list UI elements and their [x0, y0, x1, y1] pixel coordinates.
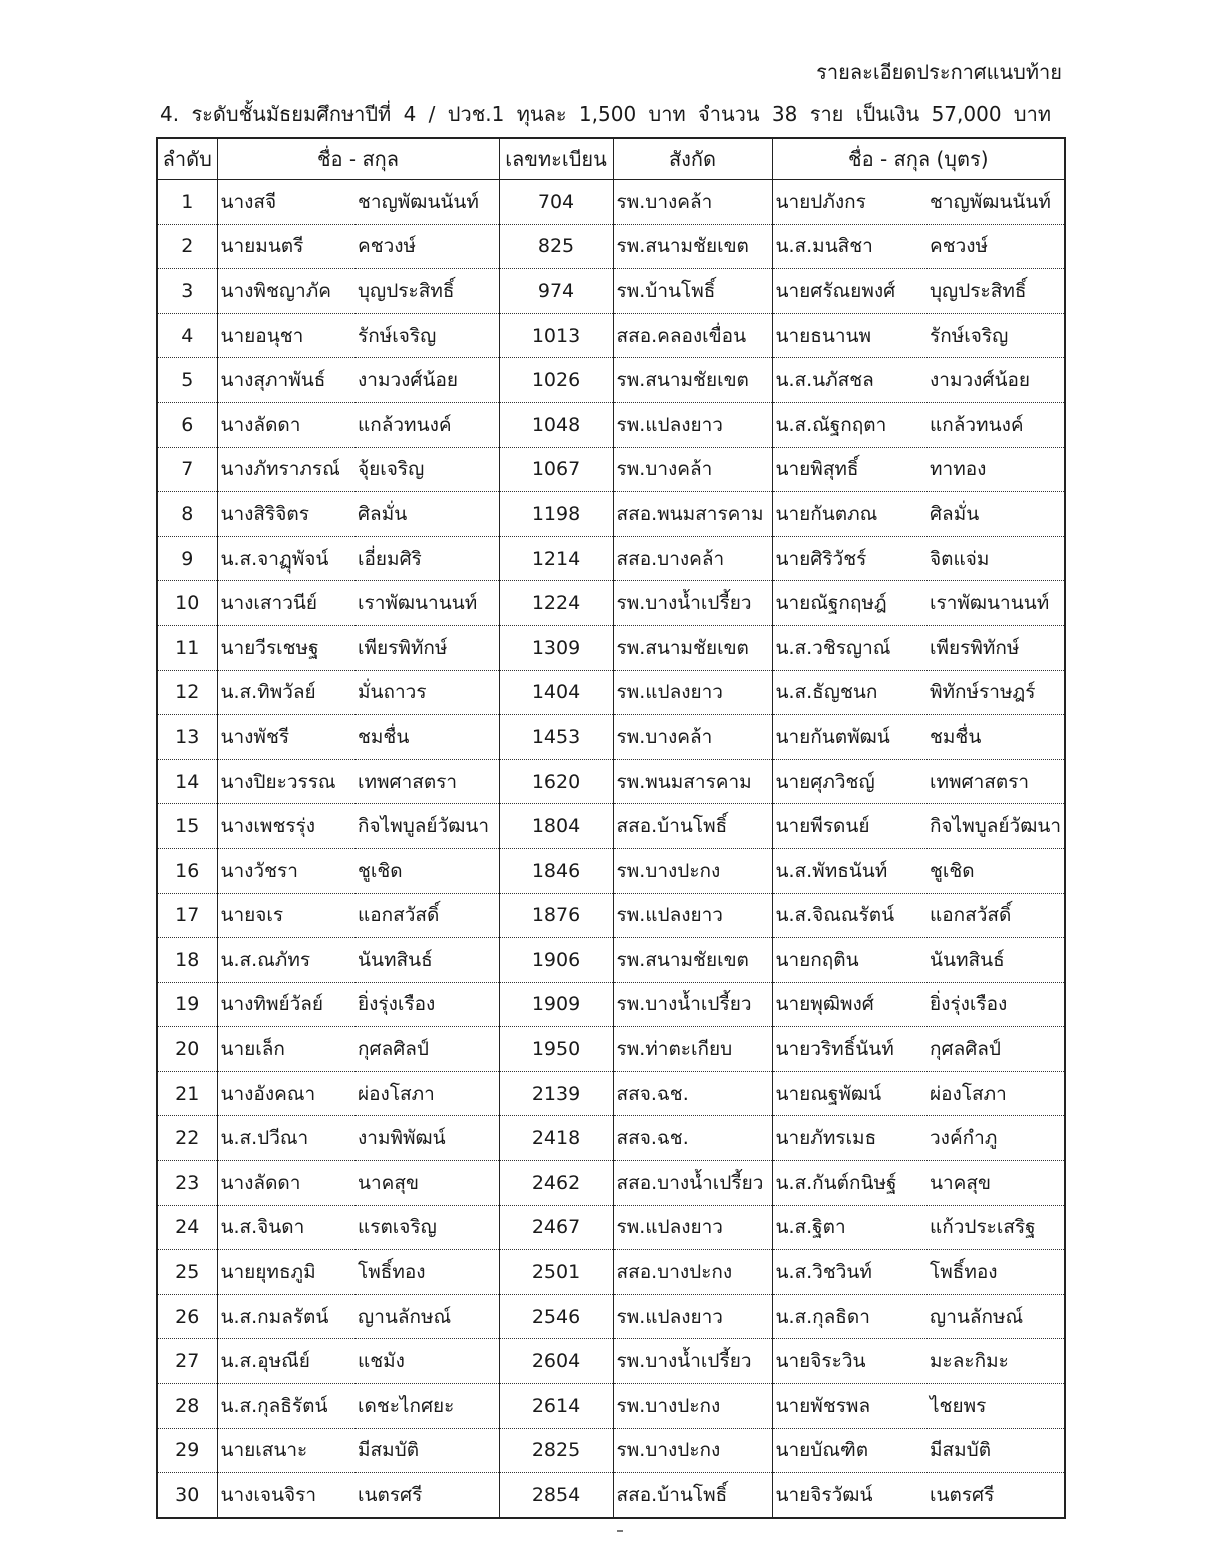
table-row	[157, 1428, 1065, 1473]
cell-child-first-name: นายพิสุทธิ์	[772, 447, 927, 492]
cell-last-name: ศิลมั่น	[355, 492, 499, 537]
cell-reg-no: 1906	[499, 938, 613, 983]
cell-child-first-name: น.ส.วิชวินท์	[772, 1250, 927, 1295]
cell-unit: รพ.บางน้ำเปรี้ยว	[613, 1339, 772, 1384]
cell-no: 6	[157, 402, 217, 447]
cell-child-first-name: นายกฤติน	[772, 938, 927, 983]
cell-child-first-name: นายณฐพัฒน์	[772, 1071, 927, 1116]
cell-unit: รพ.สนามชัยเขต	[613, 224, 772, 269]
table-row	[157, 1250, 1065, 1295]
cell-no: 12	[157, 670, 217, 715]
cell-child-first-name: นายศรัณยพงศ์	[772, 269, 927, 314]
cell-child-last-name: กุศลศิลป์	[927, 1027, 1065, 1072]
cell-no: 18	[157, 938, 217, 983]
cell-unit: รพ.แปลงยาว	[613, 670, 772, 715]
table-row	[157, 625, 1065, 670]
cell-no: 28	[157, 1384, 217, 1429]
cell-last-name: ชูเชิด	[355, 848, 499, 893]
table-row	[157, 1205, 1065, 1250]
cell-child-last-name: เราพัฒนานนท์	[927, 581, 1065, 626]
cell-last-name: ญานลักษณ์	[355, 1294, 499, 1339]
cell-reg-no: 1198	[499, 492, 613, 537]
scholarship-table	[156, 137, 1066, 1519]
cell-unit: รพ.บางปะกง	[613, 1384, 772, 1429]
cell-child-first-name: น.ส.ธัญชนก	[772, 670, 927, 715]
cell-reg-no: 1048	[499, 402, 613, 447]
cell-child-first-name: นายภัทรเมธ	[772, 1116, 927, 1161]
cell-no: 19	[157, 982, 217, 1027]
cell-child-first-name: นายศุภวิชญ์	[772, 759, 927, 804]
cell-child-last-name: มะละกิมะ	[927, 1339, 1065, 1384]
table-row	[157, 982, 1065, 1027]
cell-no: 24	[157, 1205, 217, 1250]
table-row	[157, 358, 1065, 403]
cell-no: 20	[157, 1027, 217, 1072]
cell-no: 22	[157, 1116, 217, 1161]
table-row	[157, 313, 1065, 358]
cell-first-name: น.ส.ทิพวัลย์	[217, 670, 355, 715]
cell-reg-no: 1013	[499, 313, 613, 358]
cell-child-last-name: วงค์กำภู	[927, 1116, 1065, 1161]
cell-reg-no: 2604	[499, 1339, 613, 1384]
table-row	[157, 447, 1065, 492]
cell-no: 9	[157, 536, 217, 581]
cell-unit: สสอ.คลองเขื่อน	[613, 313, 772, 358]
table-row	[157, 269, 1065, 314]
cell-child-first-name: นายจิระวิน	[772, 1339, 927, 1384]
cell-no: 27	[157, 1339, 217, 1384]
cell-last-name: เพียรพิทักษ์	[355, 625, 499, 670]
cell-first-name: นางวัชรา	[217, 848, 355, 893]
cell-child-last-name: ยิ่งรุ่งเรือง	[927, 982, 1065, 1027]
cell-child-last-name: บุญประสิทธิ์	[927, 269, 1065, 314]
cell-last-name: เดชะไกศยะ	[355, 1384, 499, 1429]
cell-reg-no: 2825	[499, 1428, 613, 1473]
cell-unit: รพ.บางน้ำเปรี้ยว	[613, 581, 772, 626]
cell-first-name: นางทิพย์วัลย์	[217, 982, 355, 1027]
cell-child-last-name: มีสมบัติ	[927, 1428, 1065, 1473]
table-row	[157, 804, 1065, 849]
header-no: ลำดับ	[157, 138, 217, 180]
cell-child-last-name: ชาญพัฒนนันท์	[927, 180, 1065, 225]
cell-last-name: แอกสวัสดิ์	[355, 893, 499, 938]
table-row	[157, 1384, 1065, 1429]
table-row	[157, 492, 1065, 537]
cell-reg-no: 1620	[499, 759, 613, 804]
cell-child-first-name: น.ส.จิณณรัตน์	[772, 893, 927, 938]
cell-first-name: นางสิริจิตร	[217, 492, 355, 537]
cell-child-first-name: น.ส.มนสิชา	[772, 224, 927, 269]
cell-first-name: น.ส.จินดา	[217, 1205, 355, 1250]
cell-last-name: นันทสินธ์	[355, 938, 499, 983]
cell-child-last-name: คชวงษ์	[927, 224, 1065, 269]
cell-child-first-name: นายธนานพ	[772, 313, 927, 358]
cell-child-first-name: นายณัฐกฤษฎ์	[772, 581, 927, 626]
table-row	[157, 402, 1065, 447]
cell-reg-no: 1404	[499, 670, 613, 715]
cell-last-name: กิจไพบูลย์วัฒนา	[355, 804, 499, 849]
cell-first-name: น.ส.กุลธิรัตน์	[217, 1384, 355, 1429]
cell-last-name: รักษ์เจริญ	[355, 313, 499, 358]
cell-child-last-name: งามวงศ์น้อย	[927, 358, 1065, 403]
cell-child-first-name: นายบัณฑิต	[772, 1428, 927, 1473]
cell-first-name: นายจเร	[217, 893, 355, 938]
table-row	[157, 1473, 1065, 1518]
cell-last-name: เอี่ยมศิริ	[355, 536, 499, 581]
cell-child-last-name: ชมชื่น	[927, 715, 1065, 760]
section-heading: 4. ระดับชั้นมัธยมศึกษาปีที่ 4 / ปวช.1 ทุนละ 1,500 บาท จำนวน 38 ราย เป็นเงิน 57,000 บาท	[160, 102, 1052, 126]
cell-reg-no: 1214	[499, 536, 613, 581]
cell-first-name: นางพัชรี	[217, 715, 355, 760]
cell-reg-no: 1026	[499, 358, 613, 403]
cell-child-last-name: นันทสินธ์	[927, 938, 1065, 983]
cell-child-last-name: รักษ์เจริญ	[927, 313, 1065, 358]
table-row	[157, 1116, 1065, 1161]
cell-child-first-name: น.ส.กันต์กนิษฐ์	[772, 1161, 927, 1206]
cell-no: 25	[157, 1250, 217, 1295]
cell-reg-no: 2854	[499, 1473, 613, 1518]
cell-child-last-name: ทาทอง	[927, 447, 1065, 492]
header-unit: สังกัด	[613, 138, 772, 180]
cell-child-last-name: ไชยพร	[927, 1384, 1065, 1429]
cell-no: 5	[157, 358, 217, 403]
cell-first-name: น.ส.ปวีณา	[217, 1116, 355, 1161]
cell-reg-no: 1846	[499, 848, 613, 893]
cell-reg-no: 2467	[499, 1205, 613, 1250]
cell-first-name: นางสจี	[217, 180, 355, 225]
cell-child-last-name: แอกสวัสดิ์	[927, 893, 1065, 938]
table-row	[157, 1161, 1065, 1206]
cell-unit: รพ.สนามชัยเขต	[613, 625, 772, 670]
cell-unit: สสอ.บางน้ำเปรี้ยว	[613, 1161, 772, 1206]
cell-unit: รพ.บางน้ำเปรี้ยว	[613, 982, 772, 1027]
cell-last-name: ชมชื่น	[355, 715, 499, 760]
cell-last-name: ผ่องโสภา	[355, 1071, 499, 1116]
cell-reg-no: 2418	[499, 1116, 613, 1161]
cell-child-last-name: เพียรพิทักษ์	[927, 625, 1065, 670]
table-row	[157, 1294, 1065, 1339]
cell-last-name: บุญประสิทธิ์	[355, 269, 499, 314]
cell-reg-no: 1309	[499, 625, 613, 670]
cell-reg-no: 1950	[499, 1027, 613, 1072]
cell-child-last-name: แก้วประเสริฐ	[927, 1205, 1065, 1250]
table-row	[157, 893, 1065, 938]
cell-first-name: นางเสาวนีย์	[217, 581, 355, 626]
cell-unit: รพ.บางคล้า	[613, 447, 772, 492]
cell-last-name: คชวงษ์	[355, 224, 499, 269]
cell-no: 29	[157, 1428, 217, 1473]
table-row	[157, 536, 1065, 581]
table-row	[157, 848, 1065, 893]
cell-unit: รพ.บางปะกง	[613, 848, 772, 893]
cell-last-name: งามวงศ์น้อย	[355, 358, 499, 403]
cell-child-first-name: น.ส.กุลธิดา	[772, 1294, 927, 1339]
cell-first-name: นางปิยะวรรณ	[217, 759, 355, 804]
cell-first-name: นายอนุชา	[217, 313, 355, 358]
cell-unit: รพ.แปลงยาว	[613, 1294, 772, 1339]
cell-child-first-name: นายวริทธิ์นันท์	[772, 1027, 927, 1072]
table-body	[157, 180, 1065, 1518]
cell-child-last-name: โพธิ์ทอง	[927, 1250, 1065, 1295]
cell-no: 16	[157, 848, 217, 893]
cell-reg-no: 2139	[499, 1071, 613, 1116]
cell-unit: รพ.บางคล้า	[613, 180, 772, 225]
cell-last-name: มีสมบัติ	[355, 1428, 499, 1473]
cell-unit: รพ.แปลงยาว	[613, 402, 772, 447]
table-row	[157, 1071, 1065, 1116]
header-child-name: ชื่อ - สกุล (บุตร)	[772, 138, 1065, 180]
cell-child-last-name: นาคสุข	[927, 1161, 1065, 1206]
cell-no: 15	[157, 804, 217, 849]
cell-no: 2	[157, 224, 217, 269]
cell-reg-no: 1224	[499, 581, 613, 626]
cell-unit: รพ.บางคล้า	[613, 715, 772, 760]
cell-reg-no: 1876	[499, 893, 613, 938]
cell-last-name: เราพัฒนานนท์	[355, 581, 499, 626]
cell-first-name: นางภัทราภรณ์	[217, 447, 355, 492]
cell-reg-no: 1453	[499, 715, 613, 760]
cell-child-last-name: จิตแจ่ม	[927, 536, 1065, 581]
cell-no: 17	[157, 893, 217, 938]
cell-unit: สสอ.บางคล้า	[613, 536, 772, 581]
cell-unit: สสจ.ฉช.	[613, 1116, 772, 1161]
cell-reg-no: 2614	[499, 1384, 613, 1429]
cell-reg-no: 1804	[499, 804, 613, 849]
cell-unit: รพ.บ้านโพธิ์	[613, 269, 772, 314]
cell-last-name: เทพศาสตรา	[355, 759, 499, 804]
cell-child-first-name: น.ส.ฐิตา	[772, 1205, 927, 1250]
cell-no: 30	[157, 1473, 217, 1518]
cell-child-last-name: เทพศาสตรา	[927, 759, 1065, 804]
cell-child-first-name: น.ส.นภัสชล	[772, 358, 927, 403]
cell-child-first-name: นายกันตภณ	[772, 492, 927, 537]
cell-unit: สสอ.บางปะกง	[613, 1250, 772, 1295]
cell-reg-no: 2501	[499, 1250, 613, 1295]
cell-child-last-name: เนตรศรี	[927, 1473, 1065, 1518]
cell-first-name: น.ส.อุษณีย์	[217, 1339, 355, 1384]
cell-no: 4	[157, 313, 217, 358]
cell-unit: รพ.ท่าตะเกียบ	[613, 1027, 772, 1072]
cell-unit: สสอ.บ้านโพธิ์	[613, 1473, 772, 1518]
cell-child-last-name: ผ่องโสภา	[927, 1071, 1065, 1116]
cell-child-first-name: นายศิริวัชร์	[772, 536, 927, 581]
cell-no: 8	[157, 492, 217, 537]
cell-no: 23	[157, 1161, 217, 1206]
cell-child-last-name: ชูเชิด	[927, 848, 1065, 893]
header-reg-no: เลขทะเบียน	[499, 138, 613, 180]
cell-last-name: เนตรศรี	[355, 1473, 499, 1518]
table-row	[157, 1339, 1065, 1384]
table-row	[157, 581, 1065, 626]
cell-child-first-name: นายพีรดนย์	[772, 804, 927, 849]
cell-no: 21	[157, 1071, 217, 1116]
cell-child-last-name: ศิลมั่น	[927, 492, 1065, 537]
cell-unit: สสอ.บ้านโพธิ์	[613, 804, 772, 849]
cell-first-name: นางลัดดา	[217, 402, 355, 447]
table-header-row	[157, 138, 1065, 180]
cell-first-name: นางอังคณา	[217, 1071, 355, 1116]
cell-unit: รพ.แปลงยาว	[613, 893, 772, 938]
cell-child-last-name: แกล้วทนงค์	[927, 402, 1065, 447]
cell-no: 3	[157, 269, 217, 314]
cell-last-name: นาคสุข	[355, 1161, 499, 1206]
cell-child-first-name: นายพัชรพล	[772, 1384, 927, 1429]
page-note: รายละเอียดประกาศแนบท้าย	[816, 60, 1062, 84]
cell-child-first-name: นายพุฒิพงศ์	[772, 982, 927, 1027]
cell-last-name: กุศลศิลป์	[355, 1027, 499, 1072]
cell-first-name: นางสุภาพันธ์	[217, 358, 355, 403]
cell-child-first-name: นายกันตพัฒน์	[772, 715, 927, 760]
table-row	[157, 715, 1065, 760]
cell-first-name: นางลัดดา	[217, 1161, 355, 1206]
cell-last-name: ยิ่งรุ่งเรือง	[355, 982, 499, 1027]
cell-last-name: แกล้วทนงค์	[355, 402, 499, 447]
cell-first-name: นายเสนาะ	[217, 1428, 355, 1473]
cell-no: 11	[157, 625, 217, 670]
table-row	[157, 180, 1065, 225]
cell-reg-no: 2462	[499, 1161, 613, 1206]
cell-child-first-name: น.ส.วชิรญาณ์	[772, 625, 927, 670]
cell-unit: รพ.สนามชัยเขต	[613, 358, 772, 403]
cell-last-name: โพธิ์ทอง	[355, 1250, 499, 1295]
cell-first-name: นายเล็ก	[217, 1027, 355, 1072]
cell-no: 13	[157, 715, 217, 760]
cell-no: 7	[157, 447, 217, 492]
cell-unit: รพ.บางปะกง	[613, 1428, 772, 1473]
cell-child-last-name: กิจไพบูลย์วัฒนา	[927, 804, 1065, 849]
cell-first-name: นางเจนจิรา	[217, 1473, 355, 1518]
cell-last-name: ชาญพัฒนนันท์	[355, 180, 499, 225]
cell-unit: รพ.สนามชัยเขต	[613, 938, 772, 983]
cell-reg-no: 974	[499, 269, 613, 314]
cell-reg-no: 704	[499, 180, 613, 225]
cell-no: 26	[157, 1294, 217, 1339]
cell-no: 1	[157, 180, 217, 225]
cell-child-first-name: นายปภังกร	[772, 180, 927, 225]
cell-reg-no: 1067	[499, 447, 613, 492]
cell-reg-no: 825	[499, 224, 613, 269]
cell-child-last-name: ญานลักษณ์	[927, 1294, 1065, 1339]
cell-child-last-name: พิทักษ์ราษฎร์	[927, 670, 1065, 715]
cell-last-name: แชมัง	[355, 1339, 499, 1384]
page-mark	[617, 1530, 623, 1532]
table-row	[157, 670, 1065, 715]
cell-unit: สสอ.พนมสารคาม	[613, 492, 772, 537]
cell-first-name: นายมนตรี	[217, 224, 355, 269]
cell-first-name: น.ส.ณภัทร	[217, 938, 355, 983]
cell-child-first-name: น.ส.ณัฐกฤตา	[772, 402, 927, 447]
cell-first-name: นางพิชญาภัค	[217, 269, 355, 314]
table-row	[157, 1027, 1065, 1072]
table-row	[157, 224, 1065, 269]
cell-last-name: จุ้ยเจริญ	[355, 447, 499, 492]
cell-last-name: แรตเจริญ	[355, 1205, 499, 1250]
cell-reg-no: 2546	[499, 1294, 613, 1339]
cell-last-name: งามพิพัฒน์	[355, 1116, 499, 1161]
cell-no: 10	[157, 581, 217, 626]
cell-first-name: น.ส.กมลรัตน์	[217, 1294, 355, 1339]
table-row	[157, 938, 1065, 983]
cell-first-name: นางเพชรรุ่ง	[217, 804, 355, 849]
header-member-name: ชื่อ - สกุล	[217, 138, 499, 180]
cell-first-name: น.ส.จาฏุพัจน์	[217, 536, 355, 581]
cell-unit: สสจ.ฉช.	[613, 1071, 772, 1116]
cell-no: 14	[157, 759, 217, 804]
cell-child-first-name: น.ส.พัทธนันท์	[772, 848, 927, 893]
table-row	[157, 759, 1065, 804]
cell-child-first-name: นายจิรวัฒน์	[772, 1473, 927, 1518]
cell-last-name: มั่นถาวร	[355, 670, 499, 715]
cell-unit: รพ.แปลงยาว	[613, 1205, 772, 1250]
cell-unit: รพ.พนมสารคาม	[613, 759, 772, 804]
cell-first-name: นายยุทธภูมิ	[217, 1250, 355, 1295]
cell-reg-no: 1909	[499, 982, 613, 1027]
cell-first-name: นายวีรเชษฐ	[217, 625, 355, 670]
